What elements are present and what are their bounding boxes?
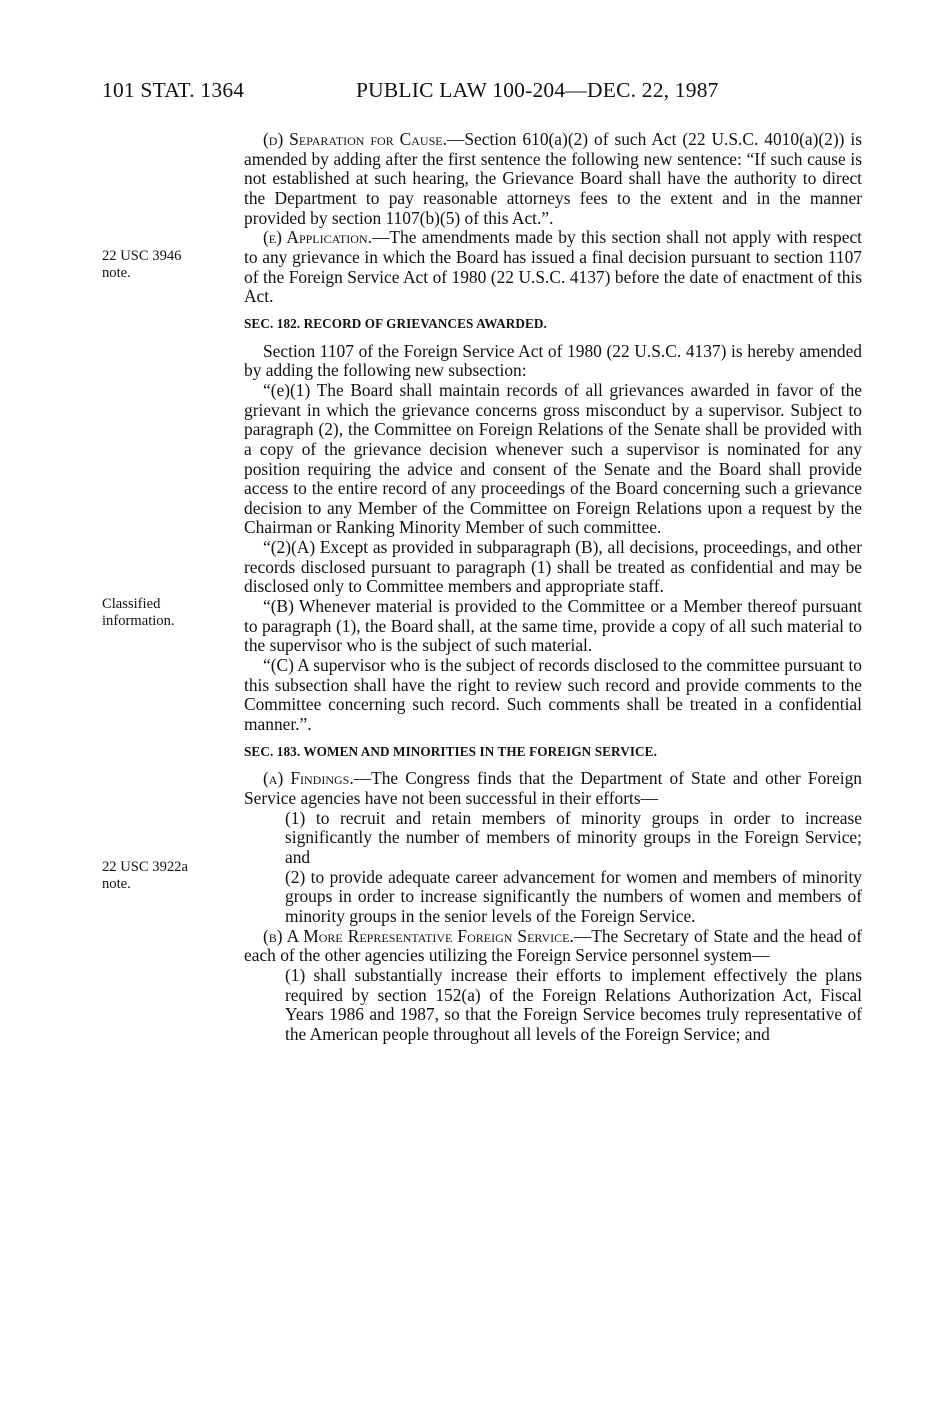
paragraph-heading: (d) Separation for Cause. bbox=[263, 129, 447, 149]
margin-note-22usc3922a bbox=[102, 859, 188, 892]
finding-item-1: (1) to recruit and retain members of minority groups in order to increase significantly the number of members of minority groups in the Foreign Service; and bbox=[285, 807, 862, 867]
margin-note-line: Classified bbox=[102, 596, 161, 612]
paragraph-text: —The amendments made by this section shall not apply with respect to any grievance in which the Board has issued a final decision pursuant to section 1107 of the Foreign Service Act of 1980 (22 U.S.C. 4137) before the date of enactment of this Act. bbox=[244, 227, 862, 307]
subparagraph-b: “(B) Whenever material is provided to the Committee or a Member thereof pursuant to paragraph (1), the Board shall, at the same time, provide a copy of all such material to the supervisor who is the subject of such material. bbox=[244, 596, 862, 656]
body-text bbox=[244, 130, 862, 1045]
requirement-item-1: (1) shall substantially increase their efforts to implement effectively the plans required by section 152(a) of the Foreign Relations Authorization Act, Fiscal Years 1986 and 1987, so that the Foreign Service becomes truly representative of the American people throughout all levels of the Foreign Service; and bbox=[285, 964, 862, 1044]
subsection-e1: “(e)(1) The Board shall maintain records of all grievances awarded in favor of the grievant in which the grievance concerns gross misconduct by a supervisor. Subject to paragraph (2), the Committee on Foreign Relations of the Senate shall be provided with a copy of the grievance decision whenever such a supervisor is nominated for any position requiring the advice and consent of the Senate and the Board shall provide access to the entire record of any proceedings of the Board concerning such a grievance decision to any Member of the Committee on Foreign Relations upon a request by the Chairman or Ranking Minority Member of such committee. bbox=[244, 379, 862, 538]
page-stat-number: 101 STAT. 1364 bbox=[102, 78, 245, 102]
subparagraph-c: “(C) A supervisor who is the subject of records disclosed to the committee pursuant to this subsection shall have the right to review such record and provide comments to the Committee concerning such record. Such comments shall be treated in a confidential manner.”. bbox=[244, 655, 862, 735]
paragraph-2a: “(2)(A) Except as provided in subparagraph (B), all decisions, proceedings, and other records disclosed pursuant to paragraph (1) shall be treated as confidential and may be disclosed only to Committee members and appropriate staff. bbox=[244, 537, 862, 597]
paragraph-heading: (a) Findings. bbox=[263, 768, 354, 789]
paragraph-d-separation-for-cause bbox=[244, 130, 862, 228]
section-182-heading: SEC. 182. RECORD OF GRIEVANCES AWARDED. bbox=[244, 315, 547, 331]
paragraph-heading: (e) Application. bbox=[263, 227, 372, 248]
margin-note-line: note. bbox=[102, 264, 131, 281]
margin-note-line: 22 USC 3922a bbox=[102, 859, 188, 875]
paragraph-b-representative bbox=[244, 927, 862, 966]
paragraph-text: —The Congress finds that the Department of State and other Foreign Service agencies have not been successful in their efforts— bbox=[244, 768, 863, 808]
paragraph-a-findings bbox=[244, 769, 862, 808]
paragraph-text: —The Secretary of State and the head of each of the other agencies utilizing the Foreign Service personnel system— bbox=[244, 925, 862, 966]
margin-note-line: 22 USC 3946 bbox=[102, 248, 182, 264]
margin-note-line: note. bbox=[102, 875, 131, 892]
running-header: PUBLIC LAW 100-204—DEC. 22, 1987 bbox=[356, 78, 719, 102]
paragraph-heading: (b) A More Representative Foreign Service. bbox=[263, 925, 574, 946]
section-183-heading: SEC. 183. WOMEN AND MINORITIES IN THE FOREIGN SERVICE. bbox=[244, 743, 657, 759]
finding-item-2: (2) to provide adequate career advancement for women and members of minority groups in order to increase significantly the numbers of women and members of minority groups in the senior levels of the Foreign Service. bbox=[285, 866, 862, 926]
margin-note-line: information. bbox=[102, 612, 175, 629]
paragraph-e-application bbox=[244, 228, 862, 307]
paragraph-text: —Section 610(a)(2) of such Act (22 U.S.C. 4010(a)(2)) is amended by adding after the first sentence the following new sentence: “If such cause is not established at such hearing, the Grievance Board shall have the authority to direct the Department to pay reasonable attorneys fees to the extent and in the manner provided by section 1107(b)(5) of this Act.”. bbox=[244, 129, 862, 228]
margin-note-22usc3946 bbox=[102, 248, 181, 281]
section-182-intro: Section 1107 of the Foreign Service Act of 1980 (22 U.S.C. 4137) is hereby amended by adding the following new subsection: bbox=[244, 340, 862, 381]
margin-note-classified bbox=[102, 596, 175, 629]
